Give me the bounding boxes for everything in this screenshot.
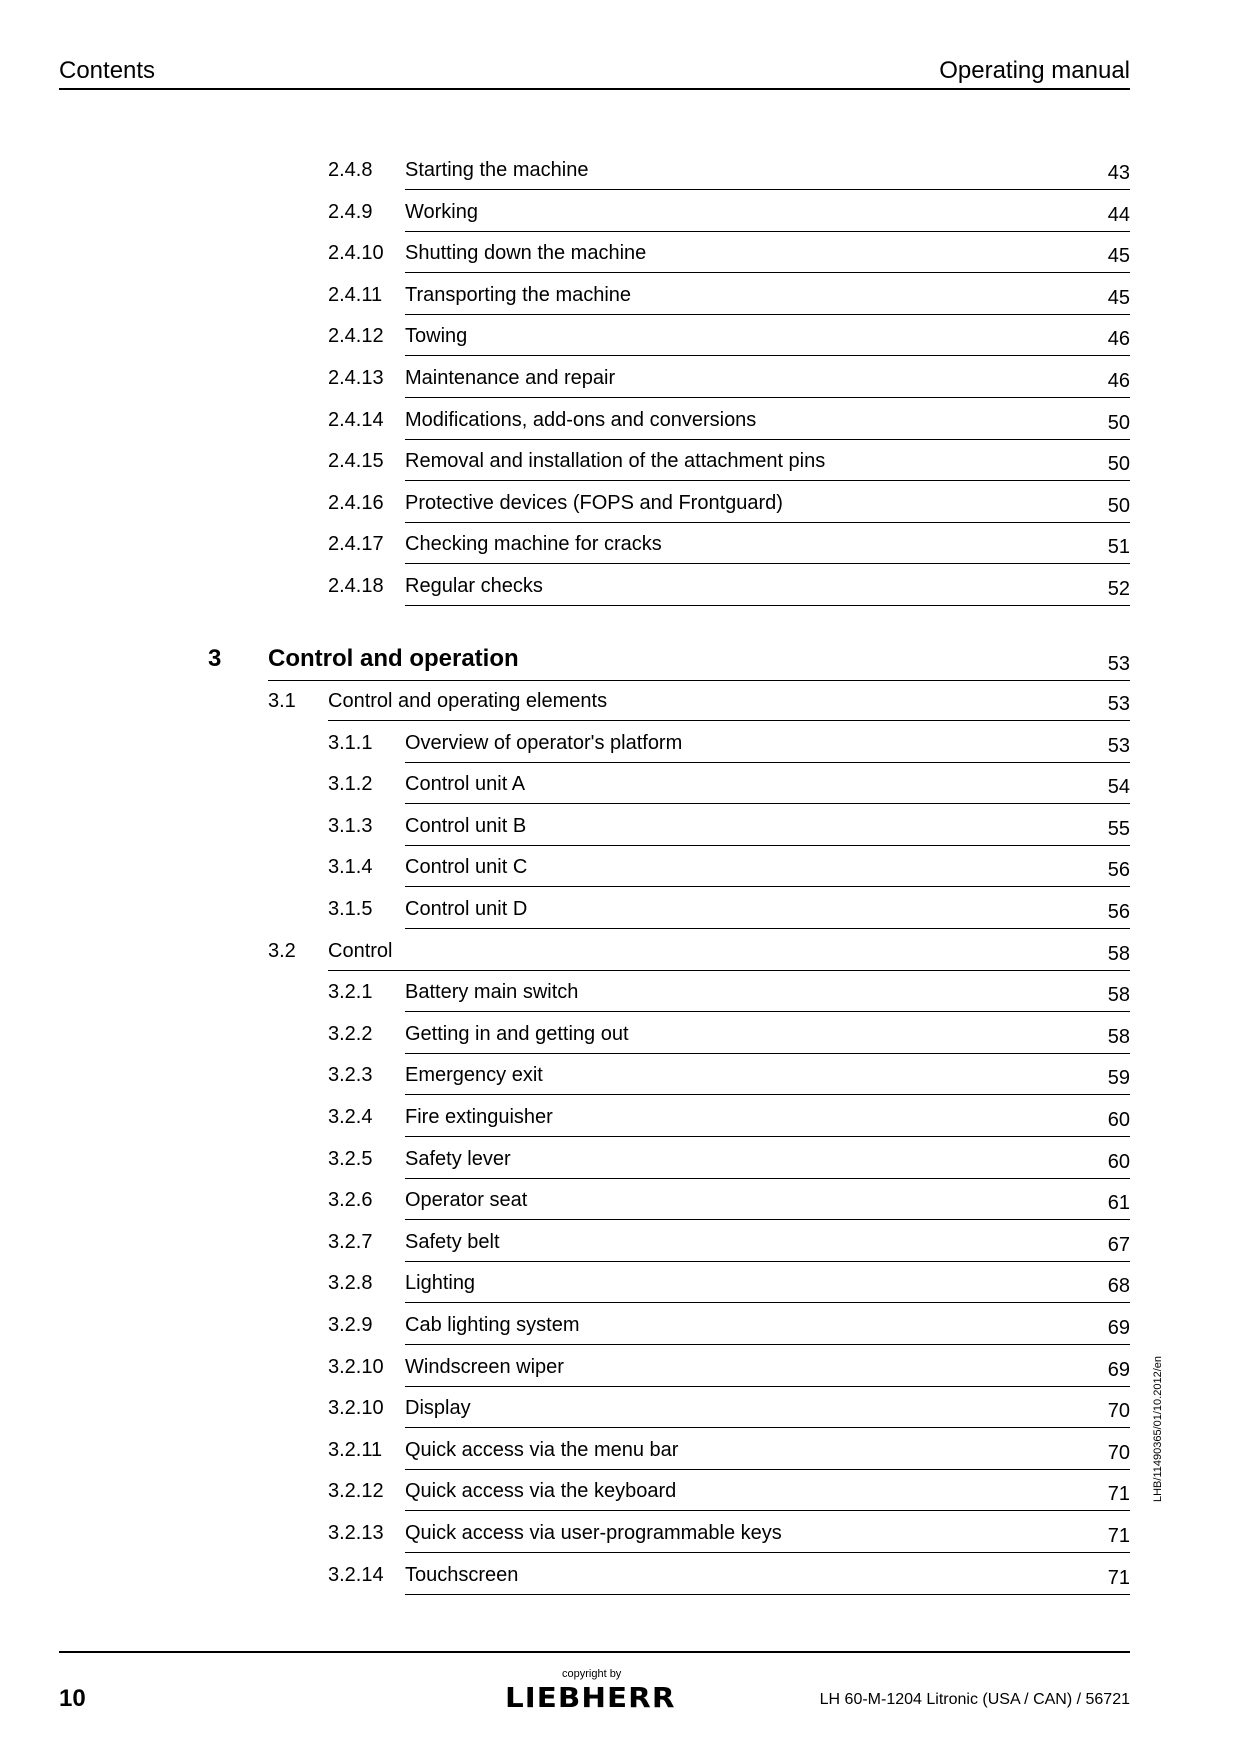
toc-entry-title: Quick access via the menu bar [405,1438,679,1461]
toc-entry-number: 3 [208,645,222,672]
toc-entry[interactable] [0,1470,1241,1511]
toc-entry-title: Transporting the machine [405,283,632,306]
toc-entry-page: 50 [1107,494,1130,517]
toc-entry-number: 2.4.17 [328,533,384,556]
toc-entry[interactable] [0,888,1241,929]
toc-entry-number: 3.1.1 [328,731,373,754]
toc-entry[interactable] [0,1554,1241,1595]
toc-entry[interactable] [0,440,1241,481]
toc-entry[interactable] [0,680,1241,721]
toc-entry[interactable] [0,523,1241,564]
toc-entry[interactable] [0,191,1241,232]
toc-entry-page: 61 [1107,1192,1130,1215]
toc-entry-page: 71 [1107,1483,1130,1506]
footer-copyright: copyright by [562,1668,622,1680]
toc-entry-title: Emergency exit [405,1064,543,1087]
toc-entry-number: 3.1.2 [328,773,373,796]
toc-entry-page: 45 [1107,286,1130,309]
toc-entry-page: 60 [1107,1150,1130,1173]
toc-entry-page: 70 [1107,1441,1130,1464]
toc-entry-title: Control unit D [405,898,528,920]
toc-entry-page: 43 [1107,162,1130,184]
toc-entry-page: 68 [1107,1275,1130,1298]
toc-entry[interactable] [0,846,1241,887]
toc-entry-title: Control unit C [405,856,528,879]
toc-entry-title: Shutting down the machine [405,242,647,265]
toc-entry-title: Towing [405,325,468,348]
toc-entry-page: 60 [1107,1109,1130,1131]
toc-entry-title: Quick access via user-programmable keys [405,1522,782,1544]
toc-entry[interactable] [0,1096,1241,1137]
toc-entry[interactable] [0,971,1241,1012]
toc-entry[interactable] [0,399,1241,440]
toc-entry-page: 45 [1107,245,1130,268]
toc-entry[interactable] [0,149,1241,190]
toc-entry-number: 3.1.3 [328,814,373,837]
toc-entry-title: Regular checks [405,575,543,597]
toc-entry-title: Battery main switch [405,981,579,1004]
toc-entry[interactable] [0,1179,1241,1220]
toc-entry-number: 2.4.8 [328,159,373,181]
toc-entry-page: 67 [1107,1233,1130,1256]
toc-entry[interactable] [0,722,1241,763]
toc-entry-number: 3.2.7 [328,1230,373,1253]
toc-entry-title: Checking machine for cracks [405,533,662,556]
header-left: Contents [59,57,156,84]
toc-entry-title: Maintenance and repair [405,367,616,389]
toc-entry-number: 3.2.14 [328,1563,384,1586]
toc-entry-page: 52 [1107,578,1130,600]
toc-entry-page: 53 [1107,734,1130,757]
toc-entry-title: Cab lighting system [405,1314,580,1336]
toc-entry-number: 3.2.11 [328,1438,383,1461]
toc-entry-rule [405,1594,1130,1595]
toc-entry-number: 3.2.5 [328,1147,373,1170]
toc-entry-page: 69 [1107,1358,1130,1381]
footer-rule [59,1651,1130,1653]
toc-entry-title: Overview of operator's platform [405,731,683,754]
toc-entry-number: 3.1.4 [328,856,373,879]
toc-entry[interactable] [0,482,1241,523]
toc-entry-number: 2.4.12 [328,325,384,348]
toc-entry-number: 3.2.10 [328,1397,384,1420]
toc-entry[interactable] [0,1429,1241,1470]
toc-entry-number: 3.2.13 [328,1522,384,1544]
footer-model: LH 60-M-1204 Litronic (USA / CAN) / 56721 [819,1691,1130,1708]
toc-entry-title: Display [405,1397,471,1420]
toc-entry[interactable] [0,1262,1241,1303]
toc-entry[interactable] [0,1387,1241,1428]
toc-entry-title: Control [328,939,393,962]
toc-entry[interactable] [0,315,1241,356]
toc-entry[interactable] [0,565,1241,606]
toc-entry-number: 2.4.18 [328,575,384,597]
toc-entry[interactable] [0,357,1241,398]
toc-entry[interactable] [0,763,1241,804]
toc-entry-number: 2.4.15 [328,450,384,473]
document-code: LHB/11490365/01/10.2012/en [1152,1356,1164,1502]
toc-entry-number: 3.2.12 [328,1480,384,1503]
toc-entry-title: Windscreen wiper [405,1355,564,1378]
toc-entry[interactable] [0,930,1241,971]
toc-entry-page: 58 [1107,984,1130,1007]
toc-entry-page: 56 [1107,901,1130,923]
toc-entry-page: 56 [1107,859,1130,882]
toc-entry[interactable] [0,1138,1241,1179]
toc-entry[interactable] [0,1013,1241,1054]
toc-entry-number: 3.2 [268,939,296,962]
toc-entry-title: Getting in and getting out [405,1022,629,1045]
toc-entry-page: 46 [1107,328,1130,351]
toc-entry-page: 55 [1107,817,1130,840]
toc-entry-title: Control unit B [405,814,527,837]
toc-entry-number: 3.2.4 [328,1106,373,1128]
toc-entry-rule [405,605,1130,606]
toc-entry-page: 53 [1107,693,1130,715]
toc-entry-page: 51 [1107,536,1130,559]
toc-entry-page: 59 [1107,1067,1130,1090]
toc-entry-page: 71 [1107,1525,1130,1547]
toc-entry[interactable] [0,805,1241,846]
toc-entry-title: Modifications, add-ons and conversions [405,408,757,431]
toc-entry[interactable] [0,640,1241,681]
toc-entry-page: 70 [1107,1400,1130,1423]
toc-entry-number: 3.2.2 [328,1022,373,1045]
toc-entry-title: Safety lever [405,1147,511,1170]
toc-entry-page: 54 [1107,776,1130,799]
toc-entry-title: Starting the machine [405,159,589,181]
toc-entry[interactable] [0,274,1241,315]
toc-entry[interactable] [0,1054,1241,1095]
toc-entry-page: 46 [1107,370,1130,392]
toc-entry-number: 3.1.5 [328,898,373,920]
toc-entry-number: 2.4.14 [328,408,384,431]
toc-entry-page: 44 [1107,203,1130,226]
toc-entry-page: 53 [1107,653,1130,675]
toc-entry[interactable] [0,1512,1241,1553]
toc-entry-page: 71 [1107,1566,1130,1589]
toc-entry-title: Removal and installation of the attachment pins [405,450,826,473]
toc-entry-number: 3.1 [268,690,296,712]
toc-entry-number: 2.4.11 [328,283,383,306]
toc-entry-number: 3.2.1 [328,981,373,1004]
toc-entry-number: 3.2.9 [328,1314,373,1336]
toc-entry-number: 2.4.16 [328,491,384,514]
toc-entry-title: Control and operation [268,645,519,672]
toc-entry-title: Operator seat [405,1189,528,1212]
toc-entry-page: 50 [1107,411,1130,434]
toc-entry[interactable] [0,1346,1241,1387]
toc-entry-number: 3.2.3 [328,1064,373,1087]
toc-entry-page: 58 [1107,1025,1130,1048]
toc-entry-title: Quick access via the keyboard [405,1480,677,1503]
toc-entry-title: Protective devices (FOPS and Frontguard) [405,491,783,514]
toc-entry-title: Lighting [405,1272,476,1295]
toc-entry[interactable] [0,232,1241,273]
toc-entry-title: Control and operating elements [328,690,608,712]
toc-entry[interactable] [0,1221,1241,1262]
toc-entry-number: 2.4.9 [328,200,373,223]
toc-entry-page: 69 [1107,1317,1130,1339]
toc-entry-number: 3.2.8 [328,1272,373,1295]
toc-entry-page: 58 [1107,942,1130,965]
toc-entry-title: Fire extinguisher [405,1106,553,1128]
toc-entry-number: 3.2.10 [328,1355,384,1378]
toc-entry-title: Touchscreen [405,1563,519,1586]
toc-entry[interactable] [0,1304,1241,1345]
liebherr-logo: LIEBHERR [505,1681,676,1714]
footer-page-number: 10 [59,1685,86,1712]
toc-entry-title: Control unit A [405,773,526,796]
header-right: Operating manual [939,57,1130,84]
toc-entry-number: 3.2.6 [328,1189,373,1212]
toc-entry-title: Safety belt [405,1230,500,1253]
toc-entry-title: Working [405,200,478,223]
toc-entry-page: 50 [1107,453,1130,476]
toc-entry-number: 2.4.13 [328,367,384,389]
toc-entry-number: 2.4.10 [328,242,384,265]
